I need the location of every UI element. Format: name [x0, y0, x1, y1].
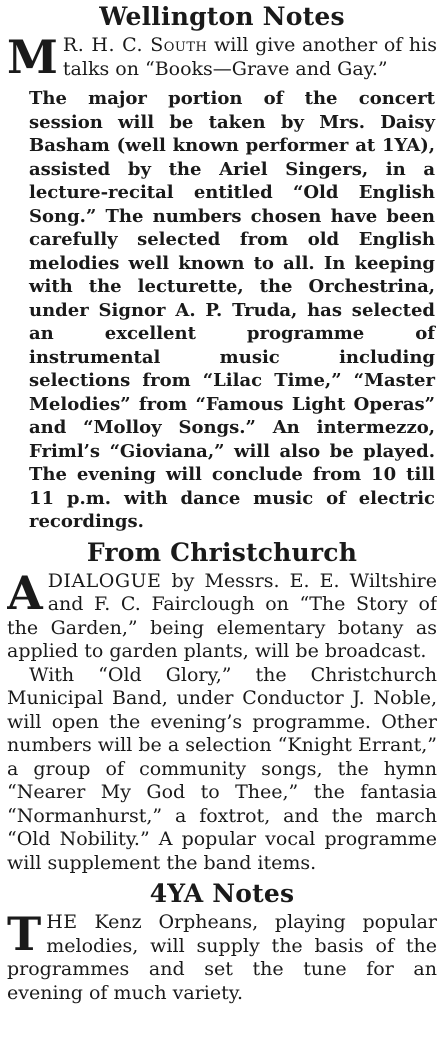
intro-text: will give another of his talks on “Books—Grave and Gay.” — [62, 34, 437, 80]
lead-words: HE — [46, 911, 78, 933]
section-heading-4ya: 4YA Notes — [149, 879, 295, 908]
drop-cap: A — [7, 569, 43, 620]
section-heading-christchurch: From Christchurch — [86, 537, 358, 567]
christchurch-body: With “Old Glory,” the Christchurch Municipal Band, under Conductor J. Noble, will open the evening’s programme. Other numbers will be a selection “Knight Errant,” a group of community songs, the hymn “Nearer My God to Thee,” the fantasia “Normanhurst,” a foxtrot, and the march “Old Nobility.” A popular vocal programme will supplement the band items. — [7, 663, 437, 874]
drop-cap: M — [7, 34, 58, 81]
4ya-intro — [7, 911, 437, 1005]
lead-words: R. H. C. South — [62, 34, 208, 56]
wellington-intro — [7, 34, 437, 81]
wellington-body: The major portion of the concert session will be taken by Mrs. Daisy Basham (well known performer at 1YA), assisted by the Ariel Singers, in a lecture-recital entitled “Old English Song.” The numbers chosen have been carefully selected from old English melodies well known to all. In keeping with the lecturette, the Orchestrina, under Signor A. P. Truda, has selected an excellent programme of instrumental music including selections from “Lilac Time,” “Master Melodies” from “Famous Light Operas” and “Molloy Songs.” An intermezzo, Friml’s “Gioviana,” will also be played. The evening will conclude from 10 till 11 p.m. with dance music of electric recordings. — [29, 88, 435, 532]
section-heading-wellington: Wellington Notes — [99, 2, 345, 31]
intro-text: by Messrs. E. E. Wiltshire and F. C. Fairclough on “The Story of the Garden,” being elementary botany as applied to garden plants, will be broadcast. — [7, 569, 437, 662]
christchurch-intro — [7, 570, 437, 664]
drop-cap: T — [7, 911, 42, 961]
lead-words: DIALOGUE — [47, 569, 162, 592]
intro-text: Kenz Orpheans, playing popular melodies, will supply the basis of the programmes and set the tune for an evening of much variety. — [7, 911, 437, 1004]
